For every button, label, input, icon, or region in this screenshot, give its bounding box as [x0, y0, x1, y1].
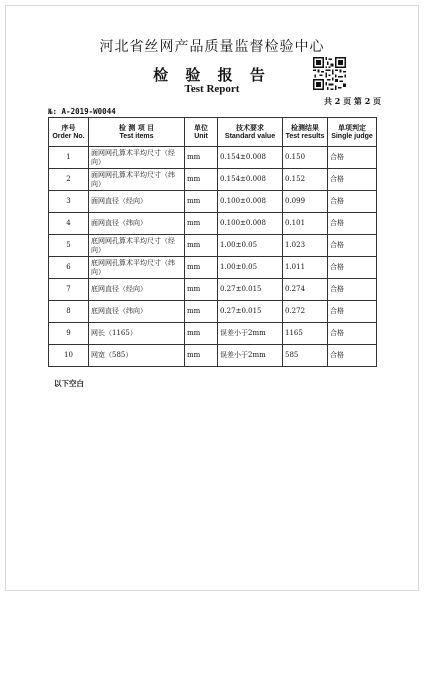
standard-value-cell: 0.100±0.008 [218, 191, 283, 213]
order-no-cell: 6 [49, 257, 89, 279]
judge-cell: 合格 [328, 279, 377, 301]
judge-cell: 合格 [328, 213, 377, 235]
table-row [49, 169, 377, 191]
standard-value-cell: 0.100±0.008 [218, 213, 283, 235]
judge-cell: 合格 [328, 345, 377, 367]
test-results-table [48, 117, 377, 367]
test-result-cell: 0.274 [283, 279, 328, 301]
order-no-cell: 5 [49, 235, 89, 257]
header-test-results: 检测结果 Test results [283, 118, 328, 147]
table-row [49, 301, 377, 323]
table-header-row [49, 118, 377, 147]
header-order-no: 序号 Order No. [49, 118, 89, 147]
table-row [49, 213, 377, 235]
table-row [49, 345, 377, 367]
unit-cell: mm [185, 213, 218, 235]
table-row [49, 323, 377, 345]
judge-cell: 合格 [328, 301, 377, 323]
test-item-cell: 面网直径（纬向） [89, 213, 185, 235]
order-no-cell: 1 [49, 147, 89, 169]
test-result-cell: 0.152 [283, 169, 328, 191]
unit-cell: mm [185, 279, 218, 301]
unit-cell: mm [185, 169, 218, 191]
standard-value-cell: 0.154±0.008 [218, 147, 283, 169]
test-result-cell: 0.272 [283, 301, 328, 323]
test-item-cell: 面网网孔算术平均尺寸（纬向） [89, 169, 185, 191]
header-single-judge: 单项判定 Single judge [328, 118, 377, 147]
judge-cell: 合格 [328, 257, 377, 279]
unit-cell: mm [185, 235, 218, 257]
header-unit: 单位 Unit [185, 118, 218, 147]
table-row [49, 257, 377, 279]
test-result-cell: 585 [283, 345, 328, 367]
report-title-en: Test Report [184, 83, 240, 95]
unit-cell: mm [185, 301, 218, 323]
test-item-cell: 面网直径（经向） [89, 191, 185, 213]
test-result-cell: 0.101 [283, 213, 328, 235]
order-no-cell: 4 [49, 213, 89, 235]
unit-cell: mm [185, 257, 218, 279]
test-item-cell: 网长（1165） [89, 323, 185, 345]
test-item-cell: 底网网孔算术平均尺寸（纬向） [89, 257, 185, 279]
test-item-cell: 底网直径（纬向） [89, 301, 185, 323]
test-item-cell: 面网网孔算术平均尺寸（经向） [89, 147, 185, 169]
table-row [49, 191, 377, 213]
unit-cell: mm [185, 323, 218, 345]
unit-cell: mm [185, 191, 218, 213]
test-item-cell: 底网直径（经向） [89, 279, 185, 301]
order-no-cell: 3 [49, 191, 89, 213]
order-no-cell: 10 [49, 345, 89, 367]
page-count: 共 2 页 第 2 页 [324, 96, 382, 106]
qr-code-icon [313, 57, 346, 90]
standard-value-cell: 0.154±0.008 [218, 169, 283, 191]
test-result-cell: 0.150 [283, 147, 328, 169]
standard-value-cell: 0.27±0.015 [218, 301, 283, 323]
standard-value-cell: 1.00±0.05 [218, 235, 283, 257]
test-result-cell: 1165 [283, 323, 328, 345]
order-no-cell: 8 [49, 301, 89, 323]
unit-cell: mm [185, 345, 218, 367]
header-standard-value: 技术要求 Standard value [218, 118, 283, 147]
judge-cell: 合格 [328, 169, 377, 191]
table-row [49, 235, 377, 257]
order-no-cell: 9 [49, 323, 89, 345]
standard-value-cell: 误差小于2mm [218, 345, 283, 367]
judge-cell: 合格 [328, 191, 377, 213]
standard-value-cell: 误差小于2mm [218, 323, 283, 345]
test-result-cell: 0.099 [283, 191, 328, 213]
standard-value-cell: 0.27±0.015 [218, 279, 283, 301]
judge-cell: 合格 [328, 235, 377, 257]
organization-name: 河北省丝网产品质量监督检验中心 [99, 39, 325, 55]
table-row [49, 147, 377, 169]
test-result-cell: 1.023 [283, 235, 328, 257]
order-no-cell: 2 [49, 169, 89, 191]
judge-cell: 合格 [328, 147, 377, 169]
header-test-items: 检 测 项 目 Test items [89, 118, 185, 147]
report-number: №: A-2019-W0044 [48, 107, 116, 116]
test-item-cell: 网宽（585） [89, 345, 185, 367]
blank-below-note: 以下空白 [54, 379, 84, 388]
test-result-cell: 1.011 [283, 257, 328, 279]
report-title-cn: 检 验 报 告 [153, 66, 271, 84]
judge-cell: 合格 [328, 323, 377, 345]
standard-value-cell: 1.00±0.05 [218, 257, 283, 279]
unit-cell: mm [185, 147, 218, 169]
table-row [49, 279, 377, 301]
order-no-cell: 7 [49, 279, 89, 301]
test-item-cell: 底网网孔算术平均尺寸（经向） [89, 235, 185, 257]
